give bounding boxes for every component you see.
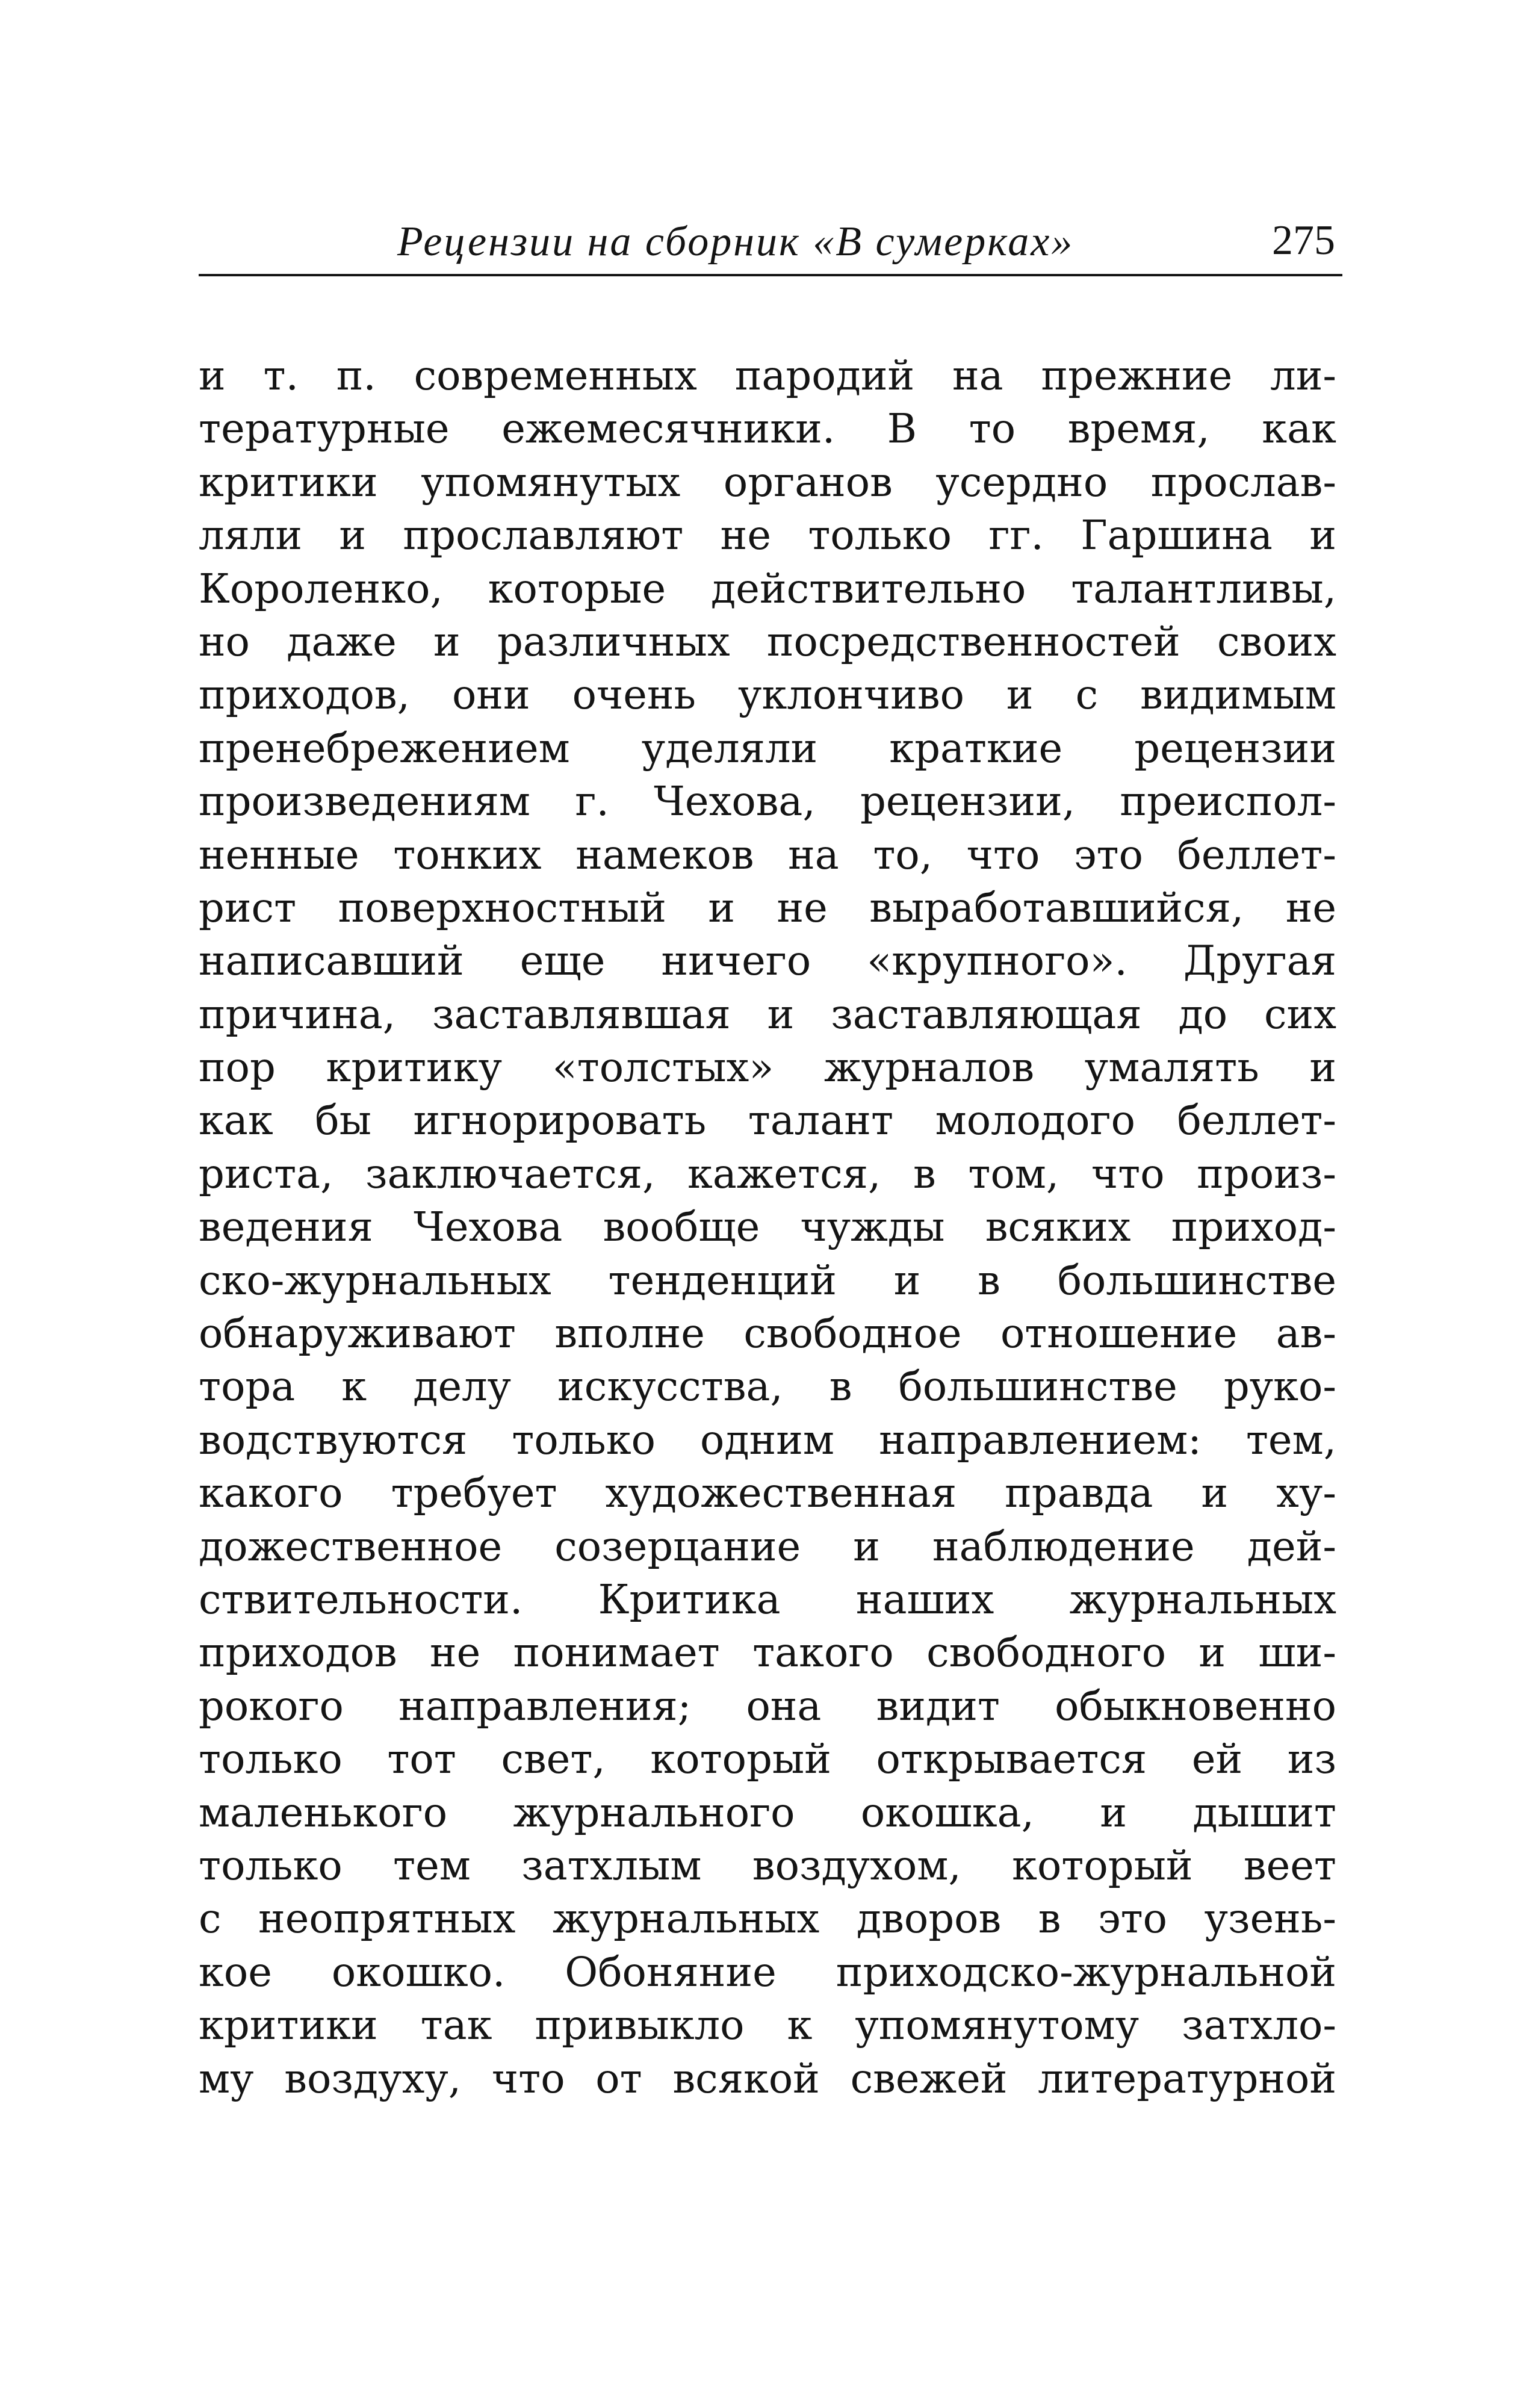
text-line: му воздуху, что от всякой свежей литературной — [199, 2055, 1336, 2102]
text-line: критики так привыкло к упомянутому затхло- — [199, 2002, 1336, 2049]
text-line: только тем затхлым воздухом, который веет — [199, 1842, 1336, 1889]
text-line: кое окошко. Обоняние приходско-журнальной — [199, 1948, 1336, 1996]
text-line: ляли и прославляют не только гг. Гаршина и — [199, 512, 1336, 559]
text-line: тературные ежемесячники. В то время, как — [199, 405, 1336, 453]
text-line: приходов не понимает такого свободного и ши- — [199, 1629, 1336, 1677]
text-line: водствуются только одним направлением: тем, — [199, 1416, 1336, 1463]
text-line: и т. п. современных пародий на прежние ли- — [199, 352, 1336, 399]
text-line: ско-журнальных тенденций и в большинстве — [199, 1256, 1336, 1304]
text-line: рист поверхностный и не выработавшийся, не — [199, 884, 1336, 931]
running-header — [199, 214, 1342, 280]
text-line: написавший еще ничего «крупного». Другая — [199, 937, 1336, 985]
text-line: но даже и различных посредственностей своих — [199, 618, 1336, 665]
text-line: дожественное созерцание и наблюдение дей- — [199, 1522, 1336, 1570]
header-rule — [199, 274, 1342, 276]
text-line: рокого направления; она видит обыкновенно — [199, 1682, 1336, 1730]
text-line: пренебрежением уделяли краткие рецензии — [199, 724, 1336, 772]
text-line: критики упомянутых органов усердно прослав- — [199, 458, 1336, 506]
text-line: только тот свет, который открывается ей из — [199, 1736, 1336, 1783]
text-line: с неопрятных журнальных дворов в это узень- — [199, 1895, 1336, 1943]
text-line: приходов, они очень уклончиво и с видимым — [199, 671, 1336, 719]
text-line: как бы игнорировать талант молодого беллет- — [199, 1097, 1336, 1144]
text-line: тора к делу искусства, в большинстве руко- — [199, 1363, 1336, 1410]
text-line: Короленко, которые действительно талантливы, — [199, 565, 1336, 612]
text-line: ведения Чехова вообще чужды всяких приход- — [199, 1203, 1336, 1251]
page-number: 275 — [1272, 217, 1335, 264]
body-text — [199, 349, 1336, 2105]
text-line: маленького журнального окошка, и дышит — [199, 1789, 1336, 1836]
text-line: ненные тонких намеков на то, что это беллет- — [199, 831, 1336, 878]
text-line: какого требует художественная правда и ху- — [199, 1469, 1336, 1517]
text-line: обнаруживают вполне свободное отношение ав- — [199, 1310, 1336, 1358]
running-title: Рецензии на сборник «В сумерках» — [397, 219, 1074, 265]
text-line: причина, заставлявшая и заставляющая до сих — [199, 990, 1336, 1038]
text-line: произведениям г. Чехова, рецензии, преиспол- — [199, 778, 1336, 825]
text-line: ствительности. Критика наших журнальных — [199, 1575, 1336, 1623]
text-line: пор критику «толстых» журналов умалять и — [199, 1044, 1336, 1091]
text-line: риста, заключается, кажется, в том, что произ- — [199, 1150, 1336, 1197]
